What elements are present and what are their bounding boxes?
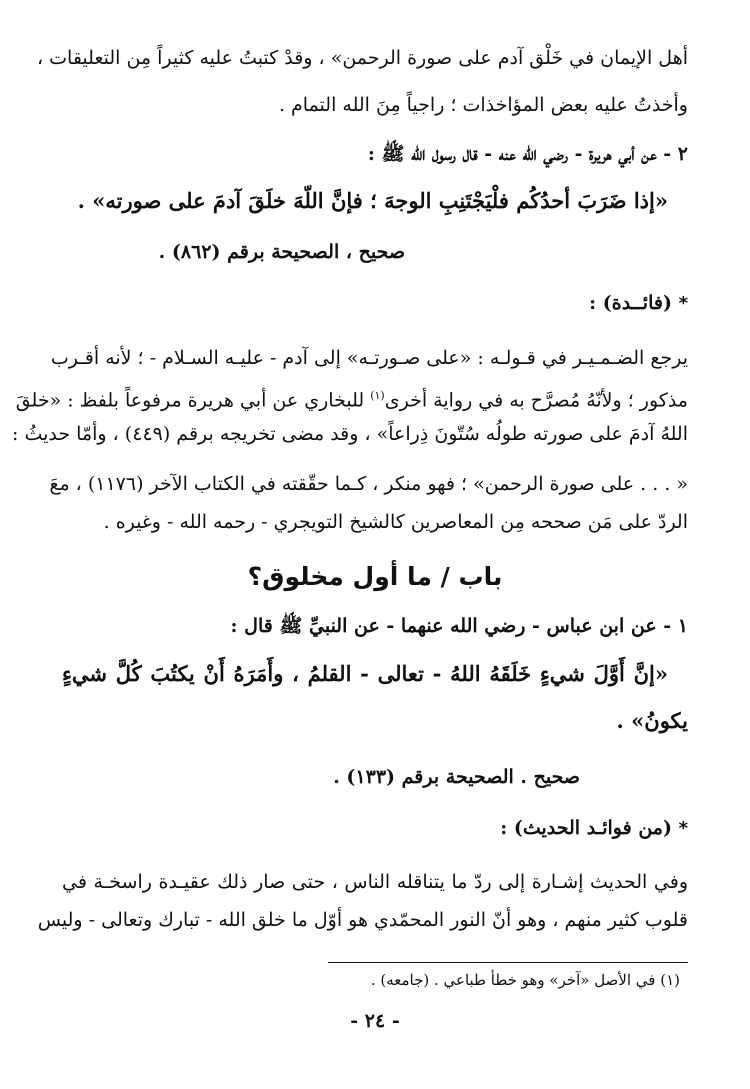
- hadith-1-text-line-1: «إنَّ أَوَّلَ شيءٍ خَلَقَهُ اللهُ - تعالى - القلمُ ، وأَمَرَهُ أَنْ يكتُبَ كُلَّ شيءٍ: [62, 661, 668, 686]
- page-number: - ٢٤ -: [350, 1010, 400, 1032]
- benefit-2-line-2: قلوب كثير منهم ، وهو أنّ النور المحمّدي هو أوّل ما خلق الله - تبارك وتعالى - وليس: [37, 909, 688, 931]
- benefit-1-heading: (فائــدة) :: [589, 292, 672, 314]
- benefit-1-line-2: [15, 382, 688, 414]
- hadith-1-text-line-2: يكونُ» .: [616, 708, 688, 733]
- benefit-1-line-1: يرجع الضـمـيـر في قـولـه : «على صـورتـه» إلى آدم - عليـه السـلام - ؛ لأنه أقـرب: [50, 347, 688, 369]
- star-bullet-icon: *: [678, 293, 688, 314]
- chapter-title: باب / ما أول مخلوق؟: [247, 562, 503, 591]
- hadith-2-grade: صحيح ، الصحيحة برقم (٨٦٢) .: [158, 241, 405, 263]
- intro-line-1: أهل الإيمان في خَلْق آدم على صورة الرحمن» ، وقدْ كتبتُ عليه كثيراً مِن التعليقات ،: [36, 47, 688, 69]
- benefit-1-line-3: اللهُ آدمَ على صورته طولُه سُتّونَ ذِراعاً» ، وقد مضى تخريجه برقم (٤٤٩) ، وأمّا حديثُ :: [12, 423, 688, 445]
- hadith-2-text: «إذا ضَرَبَ أحدُكُم فلْيَجْتَنِبِ الوجهَ ؛ فإنَّ اللّهَ خلَقَ آدمَ على صورته» .: [77, 188, 668, 213]
- footnote: (١) في الأصل «آخر» وهو خطأ طباعي . (جامعه) .: [370, 971, 680, 989]
- hadith-1-grade: صحيح . الصحيحة برقم (١٣٣) .: [333, 766, 580, 788]
- footnote-divider: [328, 962, 688, 963]
- intro-line-2: وأخذتُ عليه بعض المؤاخذات ؛ راجياً مِنَ الله التمام .: [278, 94, 688, 116]
- hadith-1-intro: ١ - عن ابن عباس - رضي الله عنهما - عن النبيِّ ﷺ قال :: [230, 615, 688, 637]
- footnote-ref: (١): [370, 389, 385, 402]
- benefit-1-line-2-rest: للبخاري عن أبي هريرة مرفوعاً بلفظ : «خلقَ: [15, 389, 365, 412]
- star-bullet-icon: *: [678, 818, 688, 839]
- benefit-1-line-2-start: مذكور ؛ ولأنّهُ مُصرَّح به في رواية أخرى: [384, 389, 688, 412]
- hadith-2-intro: ٢ - عن أبي هريرة - رضي الله عنه - قال رسول الله ﷺ :: [367, 143, 688, 165]
- benefit-2-heading-row: [62, 814, 688, 843]
- benefit-1-line-4: « . . . على صورة الرحمن» ؛ فهو منكر ، كـما حقّقته في الكتاب الآخر (١١٧٦) ، معَ: [49, 473, 688, 495]
- benefit-1-heading-row: [62, 289, 688, 318]
- benefit-2-heading: (من فوائـد الحديث) :: [500, 817, 672, 839]
- benefit-1-line-5: الردّ على مَن صححه مِن المعاصرين كالشيخ التويجري - رحمه الله - وغيره .: [103, 511, 688, 533]
- benefit-2-line-1: وفي الحديث إشـارة إلى ردّ ما يتناقله الناس ، حتى صار ذلك عقيـدة راسخـة في: [62, 871, 688, 893]
